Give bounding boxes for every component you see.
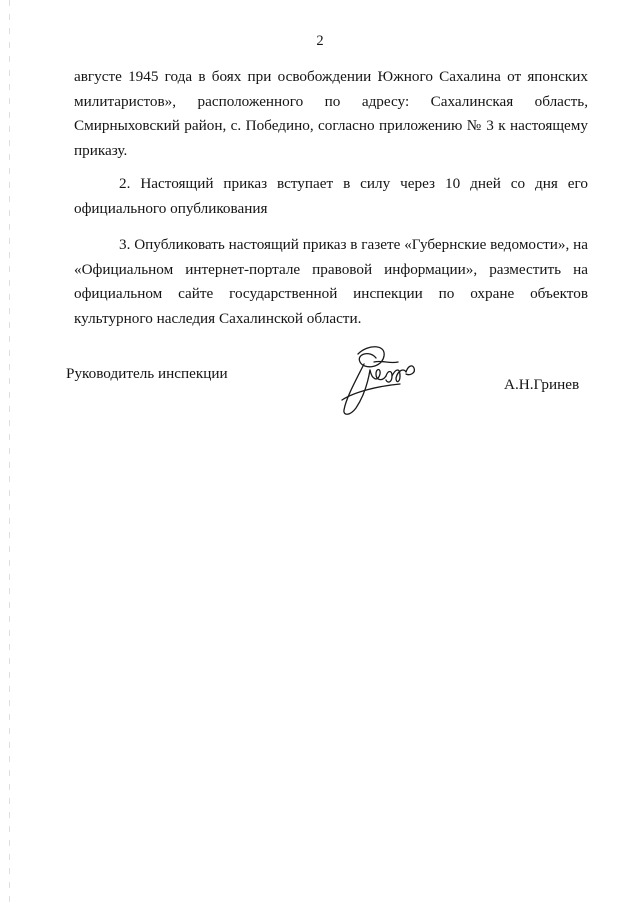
signer-position-title: Руководитель инспекции	[66, 365, 228, 382]
paragraph-continuation: августе 1945 года в боях при освобождении Южного Сахалина от японских милитаристов», расположенного по адресу: Сахалинская область, Смирныховский район, с. Победино, согласно приложению № 3 к настоящему приказу.	[74, 68, 588, 159]
signer-name: А.Н.Гринев	[504, 376, 580, 393]
scan-edge-artifact	[9, 0, 10, 905]
page-number: 2	[316, 33, 324, 49]
paragraph-publication: 3. Опубликовать настоящий приказ в газете «Губернские ведомости», на «Официальном интернет-портале правовой информации», разместить на официальном сайте государственной инспекции по охране объектов культурного наследия Сахалинской области.	[74, 236, 588, 327]
handwritten-signature	[334, 340, 420, 420]
paragraph-effective-date: 2. Настоящий приказ вступает в силу через 10 дней со дня его официального опубликования	[74, 175, 588, 217]
